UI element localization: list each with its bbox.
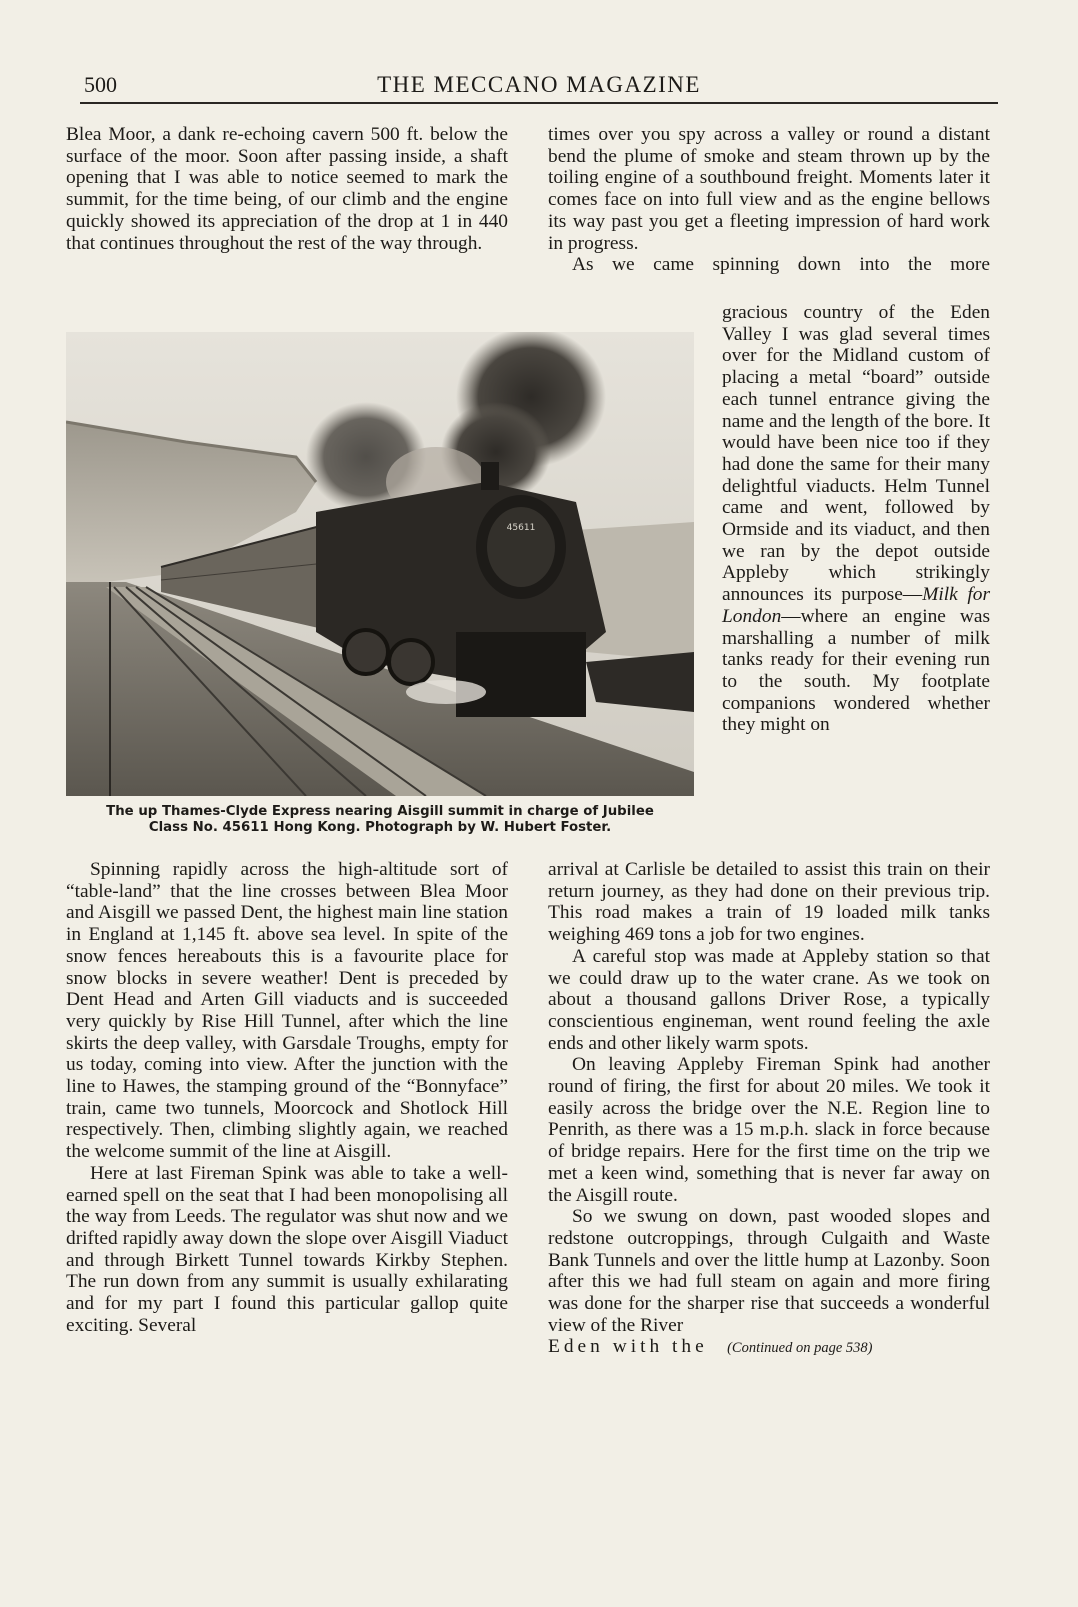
paragraph: A careful stop was made at Appleby station so that we could draw up to the water crane. As we took on about a thousand gallons Driver Rose, a typically conscientious engineman, went round feeling the axle ends and other likely warm spots. bbox=[548, 945, 990, 1054]
paragraph: Here at last Fireman Spink was able to take a well-earned spell on the seat that I had been monopolising all the way from Leeds. The regulator was shut now and we drifted rapidly away down the slope over Aisgill Viaduct and through Birkett Tunnel towards Kirkby Stephen. The run down from any summit is usually exhilarating and for my part I found this particular gallop quite exciting. Several bbox=[66, 1162, 508, 1336]
paragraph-continuation bbox=[548, 1336, 990, 1360]
paragraph: Spinning rapidly across the high-altitude sort of “table-land” that the line crosses between Blea Moor and Aisgill we passed Dent, the highest main line station in England at 1,145 ft. above sea level. In spite of the snow fences hereabouts this is a favourite place for snow blocks in severe weather! Dent is preceded by Dent Head and Arten Gill viaducts and is succeeded very quickly by Rise Hill Tunnel, after which the line skirts the deep valley, with Garsdale Troughs, empty for us today, coming into view. After the junction with the line to Hawes, the stamping ground of the “Bonnyface” train, came two tunnels, Moorcock and Shotlock Hill respectively. Then, climbing slightly again, we reached the welcome summit of the line at Aisgill. bbox=[66, 859, 508, 1163]
article-column-left-top bbox=[66, 124, 508, 254]
italic-text: Milk for London bbox=[722, 584, 990, 627]
paragraph: arrival at Carlisle be detailed to assist this train on their return journey, as they had done on their previous trip. This road makes a train of 19 loaded milk tanks weighing 469 tons a job for two engines. bbox=[548, 859, 990, 946]
caption-line: Class No. 45611 Hong Kong. Photograph by W. Hubert Foster. bbox=[148, 820, 612, 835]
article-column-right-top bbox=[548, 124, 990, 276]
page-number: 500 bbox=[84, 72, 117, 97]
caption-line: The up Thames-Clyde Express nearing Aisgill summit in charge of Jubilee bbox=[106, 804, 654, 819]
page-header bbox=[80, 62, 998, 104]
paragraph: As we came spinning down into the more bbox=[572, 254, 990, 276]
smokebox-number-plate: 45611 bbox=[506, 523, 536, 533]
paragraph bbox=[722, 302, 990, 736]
photo-caption bbox=[66, 804, 694, 836]
continued-note: (Continued on page 538) bbox=[727, 1340, 873, 1357]
article-column-right-bottom bbox=[548, 859, 990, 1360]
paragraph: So we swung on down, past wooded slopes and redstone outcroppings, through Culgaith and Waste Bank Tunnels and over the little hump at Lazonby. Soon after this we had full steam on again and more firing was done for the sharper rise that succeeds a wonderful view of the River bbox=[548, 1206, 990, 1336]
paragraph: Blea Moor, a dank re-echoing cavern 500 ft. below the surface of the moor. Soon after passing inside, a shaft opening that I was able to notice seemed to mark the summit, for the time being, of our climb and the engine quickly showed its appreciation of the drop at 1 in 440 that continues throughout the rest of the way through. bbox=[66, 124, 508, 254]
article-column-left-bottom bbox=[66, 859, 508, 1336]
article-column-right-wrap bbox=[722, 302, 990, 736]
locomotive-photograph bbox=[66, 332, 694, 796]
spaced-text: Eden with the bbox=[548, 1336, 708, 1358]
photo-illustration bbox=[66, 332, 694, 796]
magazine-title: THE MECCANO MAGAZINE bbox=[377, 72, 701, 97]
text-run: —where an engine was marshalling a number of milk tanks ready for their evening run to the south. My footplate companions wondered whether they might on bbox=[722, 605, 990, 736]
paragraph: On leaving Appleby Fireman Spink had another round of firing, the first for about 20 miles. We took it easily across the bridge over the N.E. Region line to Penrith, as there was a 15 m.p.h. slack in force because of bridge repairs. Here for the first time on the trip we met a keen wind, something that is never far away on the Aisgill route. bbox=[548, 1054, 990, 1206]
text-run: gracious country of the Eden Valley I was glad several times over for the Midland custom of placing a metal “board” outside each tunnel entrance giving the name and the length of the bore. It would have been nice too if they had done the same for their many delightful viaducts. Helm Tunnel came and went, followed by Ormside and its viaduct, and then we ran by the depot outside Appleby which strikingly announces its purpose— bbox=[722, 302, 990, 606]
paragraph: times over you spy across a valley or round a distant bend the plume of smoke and steam thrown up by the toiling engine of a southbound freight. Moments later it comes face on into full view and as the engine bellows its way past you get a fleeting impression of hard work in progress. bbox=[548, 124, 990, 254]
